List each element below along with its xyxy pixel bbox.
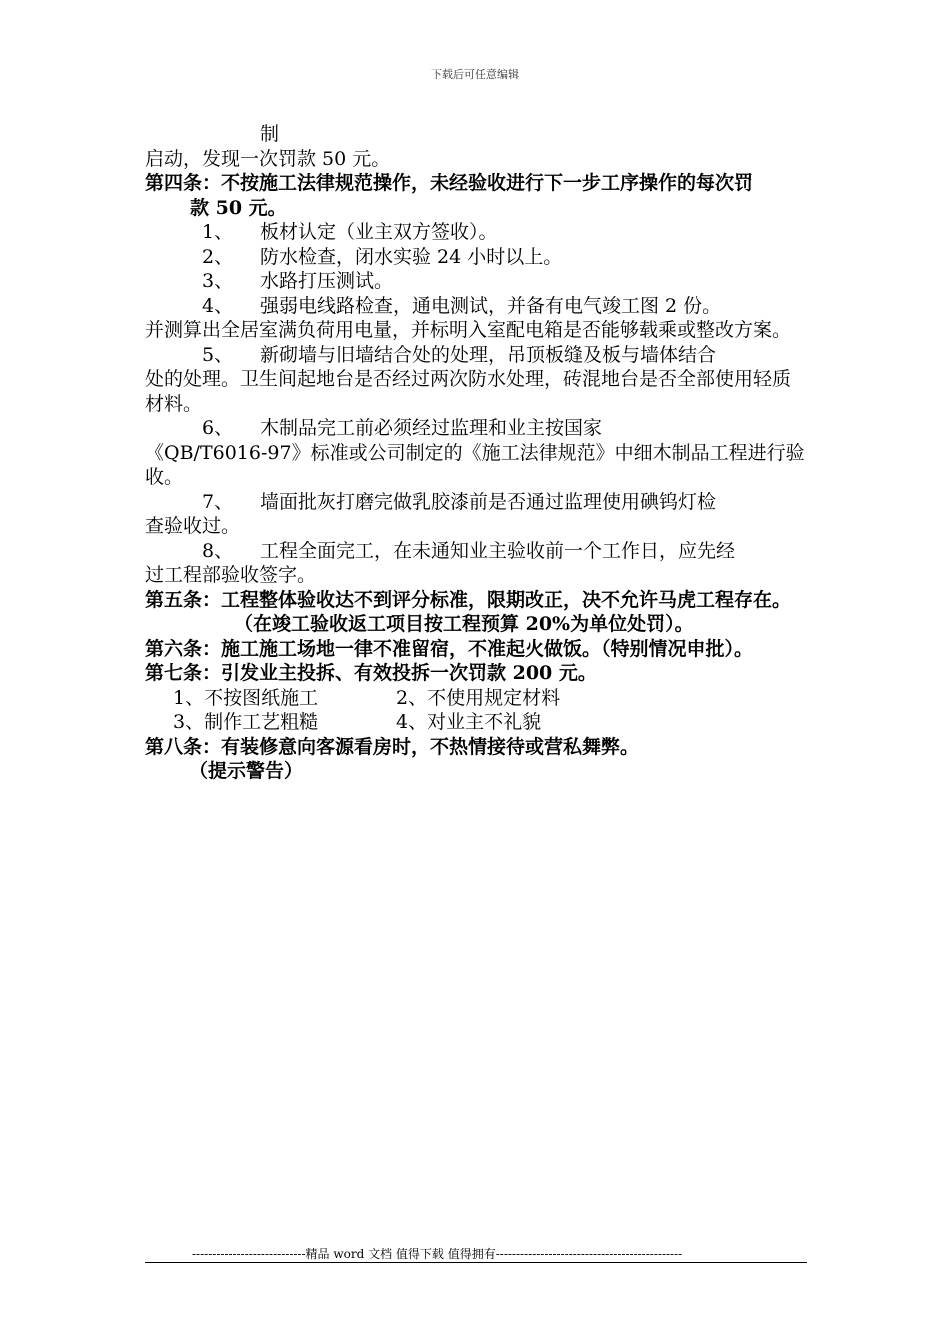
item-text: 2、不使用规定材料 (396, 686, 561, 709)
item-number: 7、 (202, 490, 234, 513)
article-6: 第六条：施工施工场地一律不准留宿，不准起火做饭。（特别情况申批）。 (145, 637, 754, 660)
list-item (145, 490, 807, 515)
item-number: 5、 (202, 343, 234, 366)
article-4-cont: 款 50 元。 (190, 196, 287, 219)
item-text: 4、对业主不礼貌 (396, 711, 542, 733)
item-number: 8、 (202, 539, 234, 562)
item-number: 6、 (202, 417, 234, 439)
item-text: 板材认定（业主双方签收）。 (260, 221, 498, 243)
article-8-note: （提示警告） (189, 760, 304, 782)
list-item (145, 416, 807, 441)
list-item (145, 269, 807, 294)
item-text: 墙面批灰打磨完做乳胶漆前是否通过监理使用碘钨灯检 (260, 490, 717, 513)
item-text: 3、制作工艺粗糙 (173, 711, 319, 733)
list-item (145, 294, 807, 319)
item-text: 强弱电线路检查，通电测试，并备有电气竣工图 2 份。 (260, 294, 722, 317)
item-number: 1、 (202, 221, 234, 243)
text-line: 启动，发现一次罚款 50 元。 (145, 147, 391, 170)
document-body (145, 122, 807, 784)
item-text: 木制品完工前必须经过监理和业主按国家 (260, 417, 603, 439)
text-line: 《QB/T6016-97》标准或公司制定的《施工法律规范》中细木制品工程进行验收。 (145, 441, 805, 488)
text-line: 并测算出全居室满负荷用电量，并标明入室配电箱是否能够载乘或整改方案。 (145, 319, 792, 341)
list-item-pair (145, 686, 807, 711)
article-8: 第八条：有装修意向客源看房时，不热情接待或营私舞弊。 (145, 735, 640, 758)
item-text: 工程全面完工，在未通知业主验收前一个工作日，应先经 (260, 539, 736, 562)
list-item (145, 343, 807, 368)
list-item-pair (145, 710, 807, 735)
footer-divider (145, 1262, 807, 1263)
item-text: 水路打压测试。 (260, 270, 394, 292)
item-number: 4、 (202, 294, 234, 317)
item-number: 3、 (202, 270, 234, 292)
text-line: 查验收过。 (145, 515, 241, 537)
article-4: 第四条：不按施工法律规范操作，未经验收进行下一步工序操作的每次罚 (145, 172, 754, 194)
list-item (145, 539, 807, 564)
article-7: 第七条：引发业主投拆、有效投拆一次罚款 200 元。 (145, 662, 597, 684)
text-line: 制 (260, 123, 280, 145)
text-line: 处的处理。卫生间起地台是否经过两次防水处理，砖混地台是否全部使用轻质材料。 (145, 368, 792, 415)
item-number: 2、 (202, 245, 234, 268)
page-footer: ----------------------------精品 word 文档 值得下载 值得拥有---------------------------------------------- (192, 1247, 683, 1261)
text-line: 过工程部验收签字。 (145, 564, 317, 586)
item-text: 防水检查，闭水实验 24 小时以上。 (260, 245, 563, 268)
page-header: 下载后可任意编辑 (431, 68, 519, 81)
item-text: 1、不按图纸施工 (173, 686, 319, 709)
list-item (145, 245, 807, 270)
list-item (145, 220, 807, 245)
item-text: 新砌墙与旧墙结合处的处理，吊顶板缝及板与墙体结合 (260, 343, 717, 366)
article-5: 第五条：工程整体验收达不到评分标准，限期改正，决不允许马虎工程存在。（在竣工验收返工项目按工程预算 20%为单位处罚）。 (145, 588, 792, 635)
